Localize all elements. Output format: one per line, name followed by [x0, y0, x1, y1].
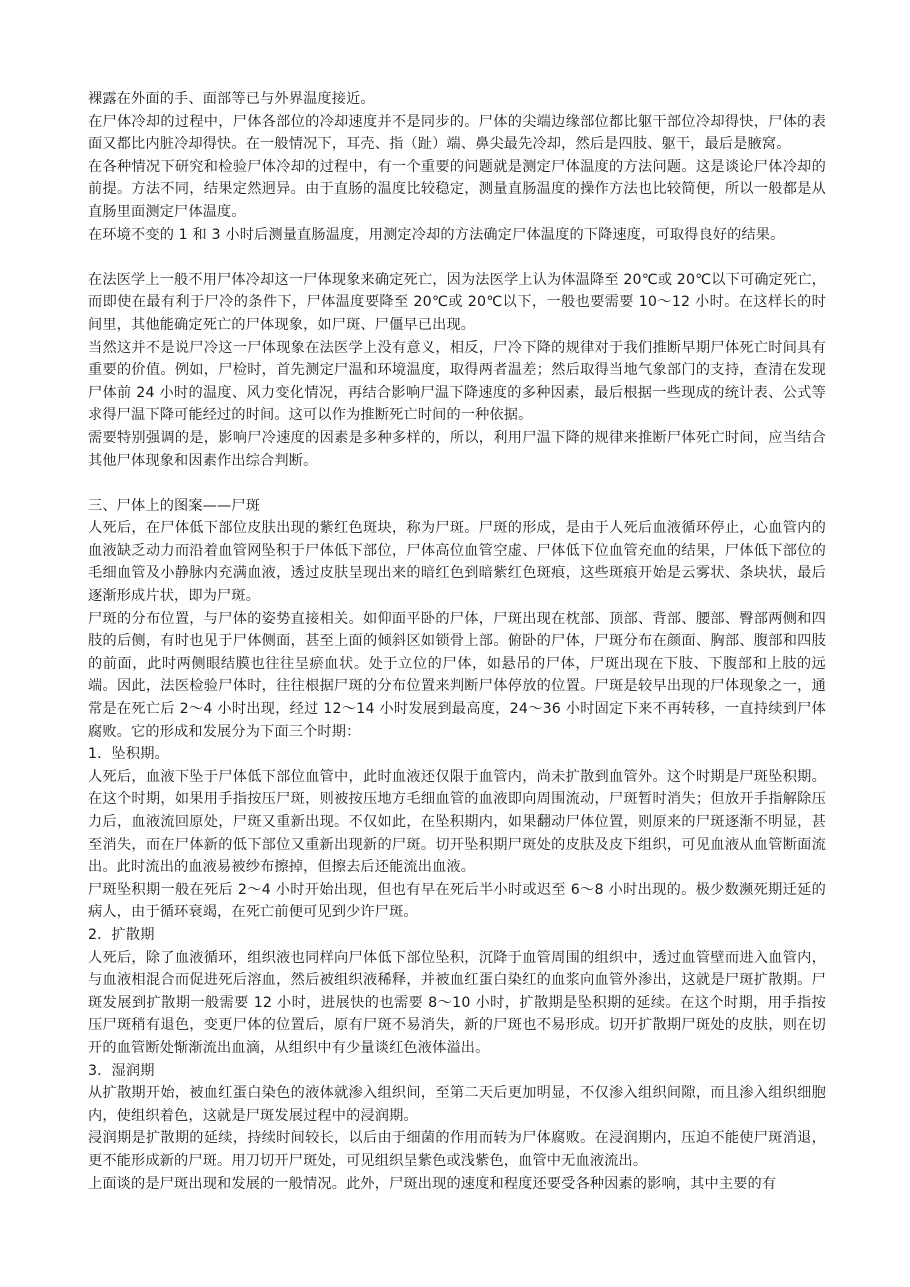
paragraph-body: 从扩散期开始，被血红蛋白染色的液体就渗入组织间，至第二天后更加明显，不仅渗入组织间隙，而且渗入组织细胞内，使组织着色，这就是尸斑发展过程中的浸润期。: [88, 1085, 826, 1124]
paragraph-gap: [88, 472, 826, 495]
subsection-heading: 1．坠积期。: [88, 746, 169, 763]
subsection-heading: 2．扩散期: [88, 926, 155, 943]
paragraph-body: 尸斑的分布位置，与尸体的姿势直接相关。如仰面平卧的尸体，尸斑出现在枕部、顶部、背部、腰部、臀部两侧和四肢的后侧，有时也见于尸体侧面，甚至上面的倾斜区如锁骨上部。俯卧的尸体，尸斑分布在颜面、胸部、腹部和四肢的前面，此时两侧眼结膜也往往呈瘀血状。处于立位的尸体，如悬吊的尸体，尸斑出现在下肢、下腹部和上肢的远端。因此，法医检验尸体时，往往根据尸斑的分布位置来判断尸体停放的位置。尸斑是较早出现的尸体现象之一，通常是在死亡后 2～4 小时出现，经过 12～14 小时发展到最高度，24～36 小时固定下来不再转移，一直持续到尸体腐败。它的形成和发展分为下面三个时期：: [88, 610, 826, 740]
paragraph-body: 在尸体冷却的过程中，尸体各部位的冷却速度并不是同步的。尸体的尖端边缘部位都比躯干部位冷却得快，尸体的表面又都比内脏冷却得快。在一般情况下，耳壳、指（趾）端、鼻尖最先冷却，然后是四肢、躯干，最后是腋窝。: [88, 113, 826, 153]
paragraph-body: 裸露在外面的手、面部等已与外界温度接近。: [88, 91, 375, 107]
section-heading: 三、尸体上的图案——尸斑: [88, 497, 261, 514]
paragraph-body: 尸斑坠积期一般在死后 2～4 小时开始出现，但也有早在死后半小时或迟至 6～8 小时出现的。极少数濒死期迁延的病人，由于循环衰竭，在死亡前便可见到少许尸斑。: [88, 881, 826, 921]
paragraph-gap: [88, 246, 826, 269]
paragraph-body: 在环境不变的 1 和 3 小时后测量直肠温度，用测定冷却的方法确定尸体温度的下降速度，可取得良好的结果。: [88, 226, 785, 243]
paragraph-body: 当然这并不是说尸冷这一尸体现象在法医学上没有意义，相反，尸冷下降的规律对于我们推断早期尸体死亡时间具有重要的价值。例如，尸检时，首先测定尸温和环境温度，取得两者温差；然后取得当地气象部门的支持，查清在发现尸体前 24 小时的温度、风力变化情况，再结合影响尸温下降速度的多种因素，最后根据一些现成的统计表、公式等求得尸温下降可能经过的时间。这可以作为推断死亡时间的一种依据。: [88, 339, 826, 424]
paragraph-body: 在法医学上一般不用尸体冷却这一尸体现象来确定死亡，因为法医学上认为体温降至 20℃或 20℃以下可确定死亡，而即使在最有利于尸冷的条件下，尸体温度要降至 20℃或 20℃以下，一般也要需要 10～12 小时。在这样长的时间里，其他能确定死亡的尸体现象，如尸斑、尸僵早已出现。: [88, 271, 826, 333]
paragraph-body: 人死后，在尸体低下部位皮肤出现的紫红色斑块，称为尸斑。尸斑的形成，是由于人死后血液循环停止，心血管内的血液缺乏动力而沿着血管网坠积于尸体低下部位，尸体高位血管空虚、尸体低下位血管充血的结果，尸体低下部位的毛细血管及小静脉内充满血液，透过皮肤呈现出来的暗红色到暗紫红色斑痕，这些斑痕开始是云雾状、条块状，最后逐渐形成片状，即为尸斑。: [88, 520, 826, 605]
subsection-heading: 3．湿润期: [88, 1062, 155, 1079]
paragraph-body: 需要特别强调的是，影响尸冷速度的因素是多种多样的，所以，利用尸温下降的规律来推断尸体死亡时间，应当结合其他尸体现象和因素作出综合判断。: [88, 429, 826, 469]
paragraph-body: 浸润期是扩散期的延续，持续时间较长，以后由于细菌的作用而转为尸体腐败。在浸润期内，压迫不能使尸斑消退，更不能形成新的尸斑。用刀切开尸斑处，可见组织呈紫色或浅紫色，血管中无血液流出。: [88, 1130, 826, 1169]
paragraph-body: 在各种情况下研究和检验尸体冷却的过程中，有一个重要的问题就是测定尸体温度的方法问题。这是谈论尸体冷却的前提。方法不同，结果定然迥异。由于直肠的温度比较稳定，测量直肠温度的操作方法也比较简便，所以一般都是从直肠里面测定尸体温度。: [88, 158, 826, 220]
paragraph-body: 人死后，除了血液循环，组织液也同样向尸体低下部位坠积，沉降于血管周围的组织中，透过血管壁而进入血管内，与血液相混合而促进死后溶血，然后被组织液稀释，并被血红蛋白染红的血浆向血管外渗出，这就是尸斑扩散期。尸斑发展到扩散期一般需要 12 小时，进展快的也需要 8～10 小时，扩散期是坠积期的延续。在这个时期，用手指按压尸斑稍有退色，变更尸体的位置后，原有尸斑不易消失，新的尸斑也不易形成。切开扩散期尸斑处的皮肤，则在切开的血管断处惭渐流出血滴，从组织中有少量谈红色液体溢出。: [88, 949, 826, 1056]
paragraph-body: 人死后，血液下坠于尸体低下部位血管中，此时血液还仅限于血管内，尚未扩散到血管外。这个时期是尸斑坠积期。在这个时期，如果用手指按压尸斑，则被按压地方毛细血管的血液即向周围流动，尸斑暂时消失；但放开手指解除压力后，血液流回原处，尸斑又重新出现。不仅如此，在坠积期内，如果翻动尸体位置，则原来的尸斑逐渐不明显，甚至消失，而在尸体新的低下部位又重新出现新的尸斑。切开坠积期尸斑处的皮肤及皮下组织，可见血液从血管断面流出。此时流出的血液易被纱布擦掉，但擦去后还能流出血液。: [88, 768, 826, 876]
paragraph-body: 上面谈的是尸斑出现和发展的一般情况。此外，尸斑出现的速度和程度还要受各种因素的影响，其中主要的有: [88, 1175, 777, 1192]
document-page: [88, 88, 826, 1195]
